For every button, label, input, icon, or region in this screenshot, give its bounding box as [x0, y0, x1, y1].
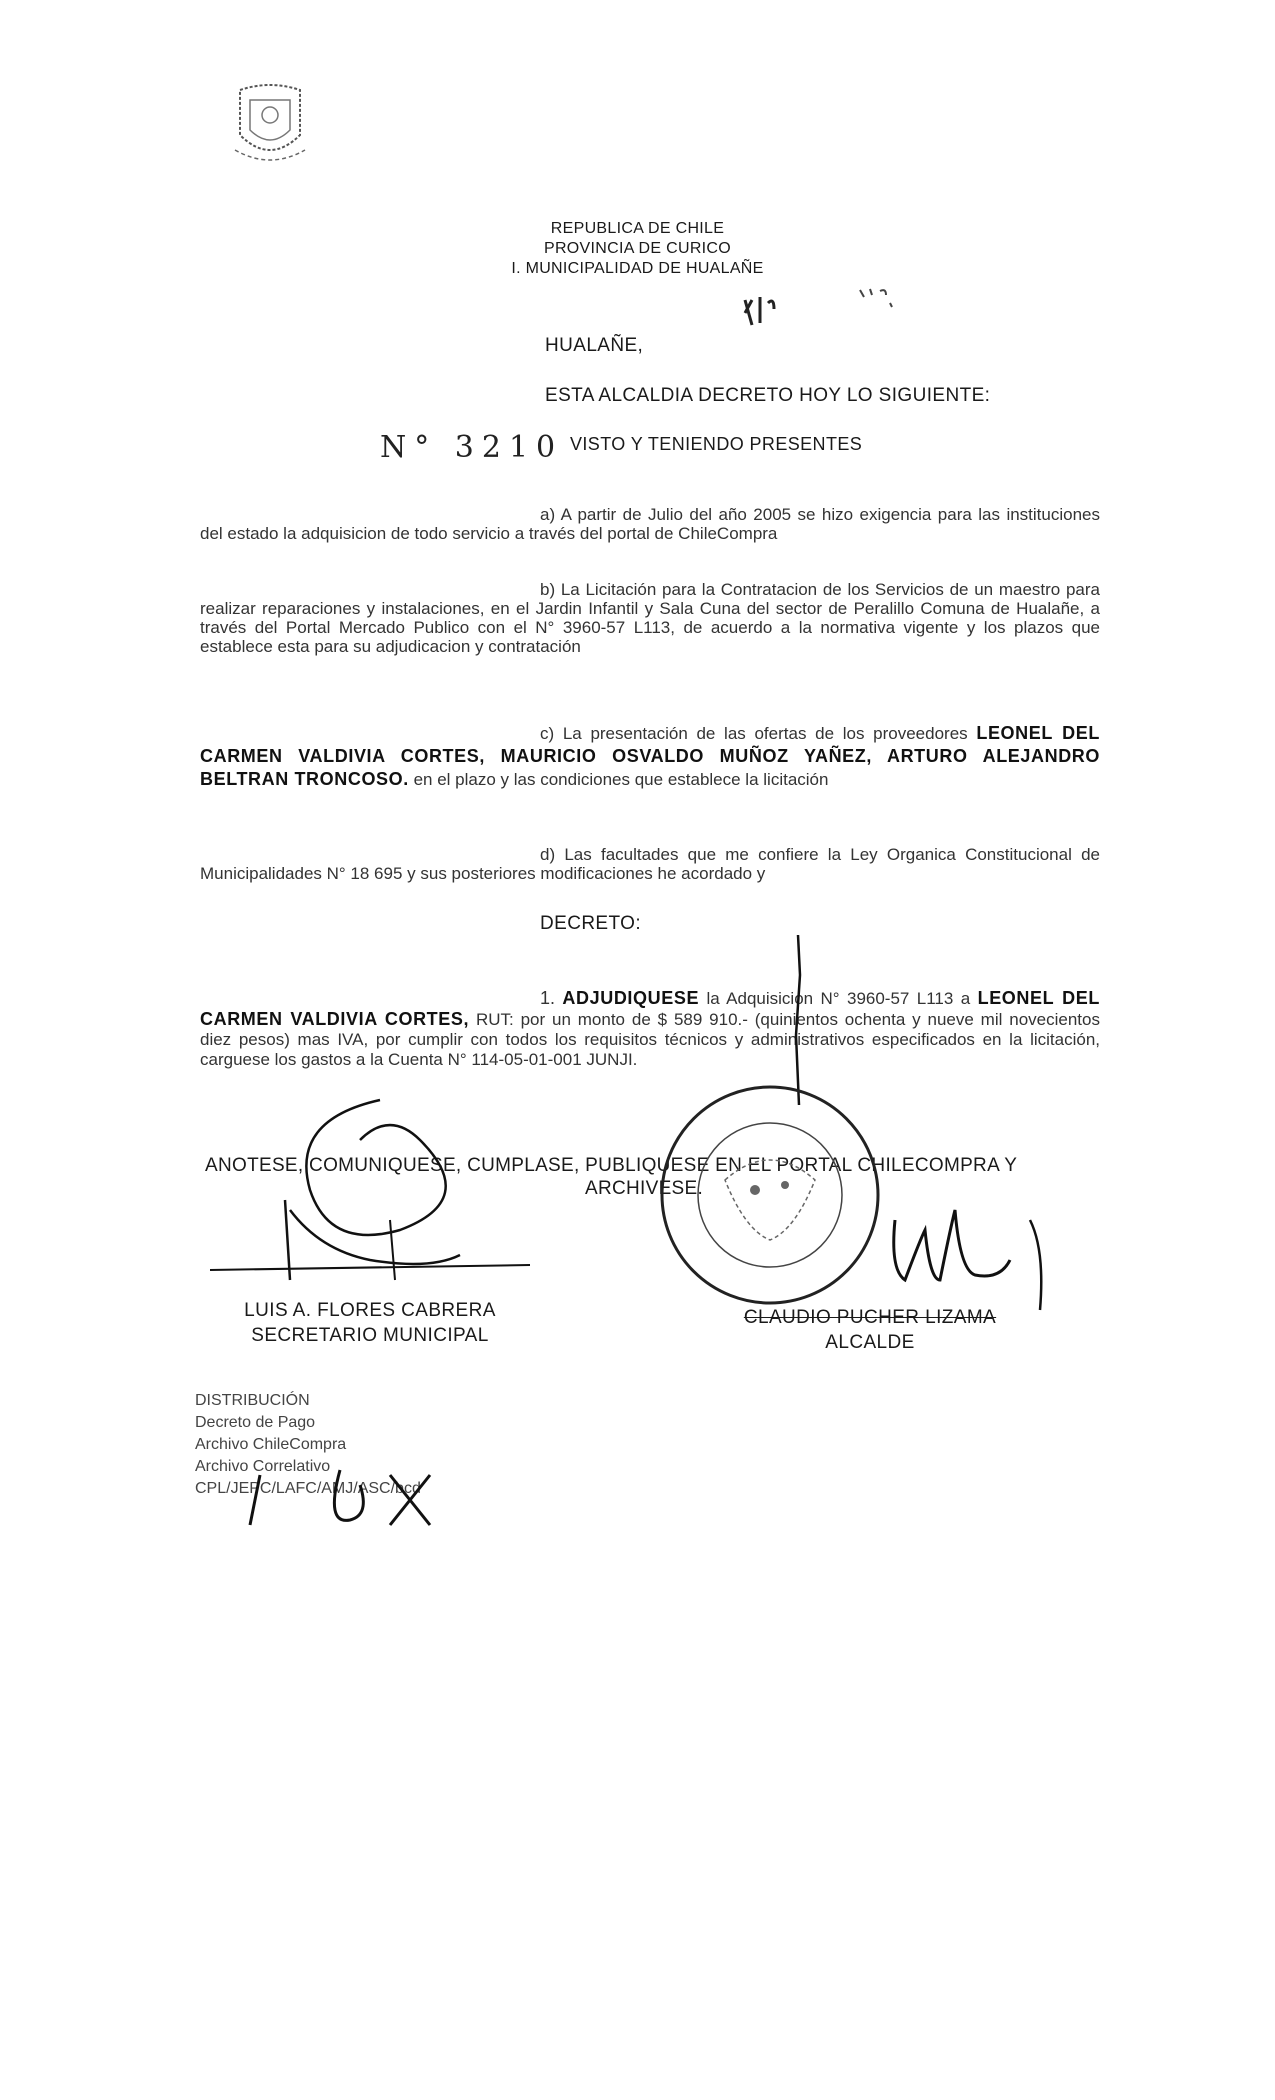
municipal-crest-icon	[225, 80, 315, 170]
resolution-1: 1. ADJUDIQUESE la Adquisicion N° 3960-57 L113 a LEONEL DEL CARMEN VALDIVIA CORTES, RUT: por un monto de $ 589 910.- (quinientos ochenta y nueve mil novecientos diez pesos) mas IVA, por cumplir con todos los requisitos técnicos y administrativos especificados en la licitación, carguese los gastos a la Cuenta N° 114-05-01-001 JUNJI.	[200, 988, 1100, 1069]
municipal-seal-icon	[655, 1080, 885, 1310]
paragraph-d: d) Las facultades que me confiere la Ley Organica Constitucional de Municipalidades N° 18 695 y sus posteriores modificaciones he acordado y	[200, 845, 1100, 883]
date-stamp-icon	[740, 285, 910, 335]
distribution-item: Archivo ChileCompra	[195, 1436, 347, 1453]
mayor-name: CLAUDIO PUCHER LIZAMA	[743, 1307, 997, 1328]
visto-line: VISTO Y TENIENDO PRESENTES	[570, 434, 863, 454]
header-republica: REPUBLICA DE CHILE	[550, 220, 725, 237]
secretary-title: SECRETARIO MUNICIPAL	[251, 1325, 489, 1346]
mayor-title: ALCALDE	[825, 1332, 915, 1353]
closing-line-1: ANOTESE, COMUNIQUESE, CUMPLASE, PUBLIQUESE EN EL PORTAL CHILECOMPRA Y	[205, 1155, 1018, 1176]
header-municipalidad: I. MUNICIPALIDAD DE HUALAÑE	[511, 260, 764, 277]
distribution-title: DISTRIBUCIÓN	[195, 1392, 310, 1409]
closing-line-2: ARCHIVESE.	[585, 1178, 704, 1199]
decree-number: N° 3210	[380, 430, 564, 465]
intro-line: ESTA ALCALDIA DECRETO HOY LO SIGUIENTE:	[545, 385, 991, 406]
distribution-item: Archivo Correlativo	[195, 1458, 331, 1475]
header-provincia: PROVINCIA DE CURICO	[543, 240, 732, 257]
distribution-item: CPL/JEPC/LAFC/AMJ/ASC/bcd	[195, 1480, 421, 1497]
secretary-signature-icon	[200, 1080, 540, 1280]
paragraph-a: a) A partir de Julio del año 2005 se hizo exigencia para las instituciones del estado la adquisicion de todo servicio a través del portal de ChileCompra	[200, 505, 1100, 543]
provider-names: LEONEL DEL CARMEN VALDIVIA CORTES, MAURICIO OSVALDO MUÑOZ YAÑEZ, ARTURO ALEJANDRO BELTRAN TRONCOSO.	[200, 723, 1100, 789]
paragraph-c: c) La presentación de las ofertas de los proveedores LEONEL DEL CARMEN VALDIVIA CORTES, MAURICIO OSVALDO MUÑOZ YAÑEZ, ARTURO ALEJANDRO BELTRAN TRONCOSO. en el plazo y las condiciones que establece la licitación	[200, 723, 1100, 789]
paragraph-b: b) La Licitación para la Contratacion de los Servicios de un maestro para realizar reparaciones y instalaciones, en el Jardin Infantil y Sala Cuna del sector de Peralillo Comuna de Hualañe, a través del Portal Mercado Publico con el N° 3960-57 L113, de acuerdo a la normativa vigente y los plazos que establece esta para su adjudicacion y contratación	[200, 580, 1100, 656]
mayor-signature-icon	[880, 1200, 1090, 1320]
awarded-name: LEONEL DEL CARMEN VALDIVIA CORTES,	[200, 988, 1100, 1029]
secretary-name: LUIS A. FLORES CABRERA	[244, 1300, 496, 1321]
distribution-item: Decreto de Pago	[195, 1414, 316, 1431]
decreto-label: DECRETO:	[540, 913, 642, 934]
initials-scrawl-icon	[230, 1465, 490, 1535]
place-label: HUALAÑE,	[545, 335, 644, 356]
